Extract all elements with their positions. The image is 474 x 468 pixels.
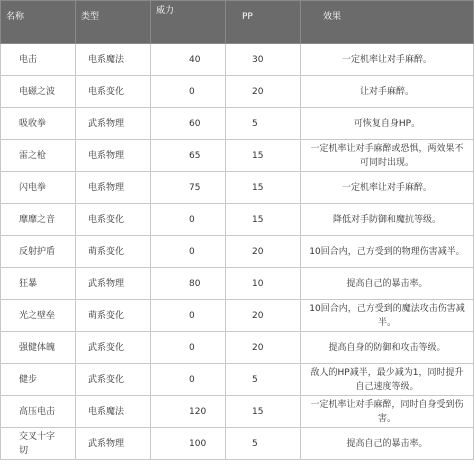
table-row bbox=[1, 268, 474, 300]
cell-pp: 15 bbox=[226, 140, 301, 172]
table-row bbox=[1, 108, 474, 140]
cell-pp: 5 bbox=[226, 364, 301, 396]
cell-type: 武系物理 bbox=[76, 428, 151, 460]
table-row bbox=[1, 236, 474, 268]
cell-pp: 20 bbox=[226, 76, 301, 108]
cell-power: 0 bbox=[151, 76, 226, 108]
cell-type: 电系变化 bbox=[76, 76, 151, 108]
cell-effect: 一定机率让对手麻醉。 bbox=[301, 172, 474, 204]
cell-type: 萌系变化 bbox=[76, 236, 151, 268]
cell-type: 武系物理 bbox=[76, 108, 151, 140]
cell-name: 交叉十字切 bbox=[1, 428, 76, 460]
cell-power: 0 bbox=[151, 332, 226, 364]
cell-pp: 20 bbox=[226, 236, 301, 268]
cell-name: 电磁之波 bbox=[1, 76, 76, 108]
header-type: 类型 bbox=[76, 1, 151, 44]
cell-power: 60 bbox=[151, 108, 226, 140]
table-header-row bbox=[1, 1, 474, 44]
cell-name: 光之壁垒 bbox=[1, 300, 76, 332]
cell-effect: 10回合内，己方受到的物理伤害减半。 bbox=[301, 236, 474, 268]
cell-power: 75 bbox=[151, 172, 226, 204]
cell-name: 电击 bbox=[1, 44, 76, 76]
cell-name: 雷之枪 bbox=[1, 140, 76, 172]
cell-pp: 30 bbox=[226, 44, 301, 76]
table-row bbox=[1, 332, 474, 364]
cell-power: 100 bbox=[151, 428, 226, 460]
cell-effect: 敌人的HP减半，最少减为1，同时提升自己速度等级。 bbox=[301, 364, 474, 396]
cell-type: 武系变化 bbox=[76, 332, 151, 364]
cell-power: 40 bbox=[151, 44, 226, 76]
table-row bbox=[1, 396, 474, 428]
cell-name: 狂暴 bbox=[1, 268, 76, 300]
header-effect: 效果 bbox=[301, 1, 474, 44]
cell-type: 武系物理 bbox=[76, 268, 151, 300]
cell-effect: 一定机率让对手麻醉，同时自身受到伤害。 bbox=[301, 396, 474, 428]
cell-type: 萌系变化 bbox=[76, 300, 151, 332]
cell-pp: 15 bbox=[226, 396, 301, 428]
cell-effect: 提高自己的暴击率。 bbox=[301, 268, 474, 300]
table-row bbox=[1, 44, 474, 76]
cell-power: 0 bbox=[151, 204, 226, 236]
cell-type: 电系魔法 bbox=[76, 44, 151, 76]
header-name: 名称 bbox=[1, 1, 76, 44]
cell-name: 强健体魄 bbox=[1, 332, 76, 364]
cell-effect: 一定机率让对手麻醉。 bbox=[301, 44, 474, 76]
cell-type: 电系变化 bbox=[76, 204, 151, 236]
cell-name: 闪电拳 bbox=[1, 172, 76, 204]
cell-type: 电系魔法 bbox=[76, 396, 151, 428]
cell-type: 电系物理 bbox=[76, 140, 151, 172]
cell-effect: 提高自己的暴击率。 bbox=[301, 428, 474, 460]
cell-type: 武系变化 bbox=[76, 364, 151, 396]
cell-power: 65 bbox=[151, 140, 226, 172]
cell-pp: 15 bbox=[226, 204, 301, 236]
table-row bbox=[1, 428, 474, 460]
cell-type: 电系物理 bbox=[76, 172, 151, 204]
cell-effect: 降低对手防御和魔抗等级。 bbox=[301, 204, 474, 236]
table-row bbox=[1, 172, 474, 204]
cell-name: 反射护盾 bbox=[1, 236, 76, 268]
table-row bbox=[1, 76, 474, 108]
table-row bbox=[1, 364, 474, 396]
table-row bbox=[1, 140, 474, 172]
cell-name: 靡靡之音 bbox=[1, 204, 76, 236]
cell-power: 120 bbox=[151, 396, 226, 428]
cell-pp: 15 bbox=[226, 172, 301, 204]
cell-power: 0 bbox=[151, 364, 226, 396]
table-row bbox=[1, 204, 474, 236]
cell-name: 健步 bbox=[1, 364, 76, 396]
cell-pp: 20 bbox=[226, 332, 301, 364]
cell-power: 0 bbox=[151, 236, 226, 268]
cell-pp: 10 bbox=[226, 268, 301, 300]
header-pp: PP bbox=[226, 1, 301, 44]
cell-effect: 10回合内，己方受到的魔法攻击伤害减半。 bbox=[301, 300, 474, 332]
header-power: 威力 bbox=[151, 1, 226, 44]
cell-pp: 5 bbox=[226, 108, 301, 140]
cell-effect: 让对手麻醉。 bbox=[301, 76, 474, 108]
table-row bbox=[1, 300, 474, 332]
cell-power: 80 bbox=[151, 268, 226, 300]
cell-effect: 可恢复自身HP。 bbox=[301, 108, 474, 140]
cell-pp: 5 bbox=[226, 428, 301, 460]
cell-name: 高压电击 bbox=[1, 396, 76, 428]
cell-name: 吸收拳 bbox=[1, 108, 76, 140]
cell-power: 0 bbox=[151, 300, 226, 332]
cell-effect: 一定机率让对手麻醉或恐惧，两效果不可同时出现。 bbox=[301, 140, 474, 172]
cell-effect: 提高自身的防御和攻击等级。 bbox=[301, 332, 474, 364]
cell-pp: 20 bbox=[226, 300, 301, 332]
